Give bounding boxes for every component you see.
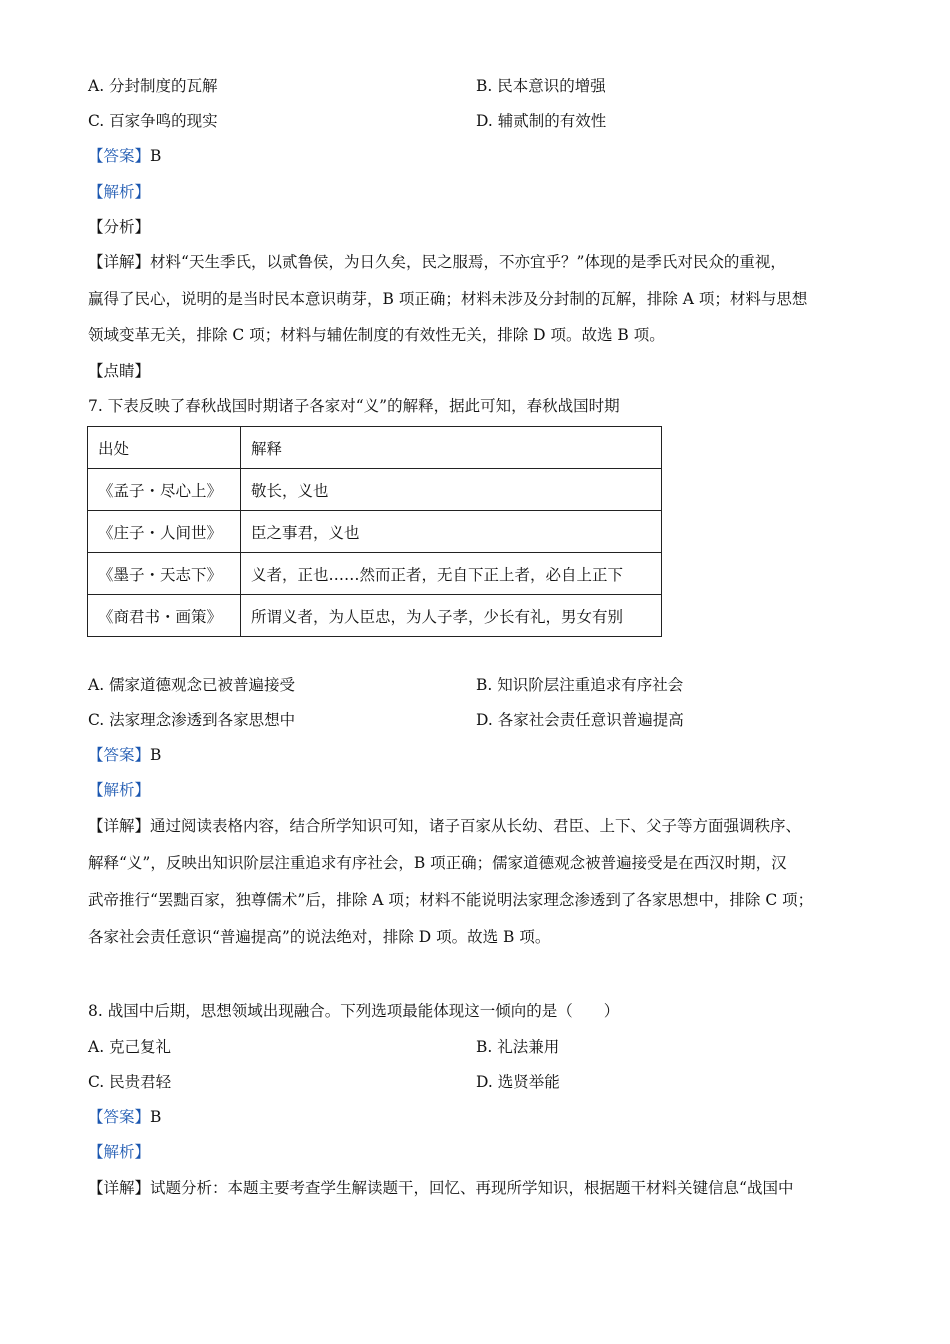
- answer-tag: 【答案】: [88, 1108, 151, 1126]
- q8-detail-line-1: [88, 1177, 793, 1199]
- detail-text: 试题分析：本题主要考查学生解读题干，回忆、再现所学知识，根据题干材料关键信息“战国中: [150, 1179, 794, 1197]
- q8-answer: [88, 1106, 161, 1128]
- q7-option-a: A. 儒家道德观念已被普遍接受: [88, 676, 296, 694]
- table-row: [88, 511, 662, 553]
- table-cell-source: 《墨子・天志下》: [88, 553, 241, 595]
- q7-stem: 7. 下表反映了春秋战国时期诸子各家对“义”的解释，据此可知，春秋战国时期: [88, 397, 620, 415]
- table-row: [88, 595, 662, 637]
- q7-option-d: D. 各家社会责任意识普遍提高: [476, 711, 684, 729]
- detail-tag: 【详解】: [88, 817, 151, 835]
- q7-table: [87, 426, 662, 637]
- q6-detail-line-2: 赢得了民心，说明的是当时民本意识萌芽，B 项正确；材料未涉及分封制的瓦解，排除 A 项；材料与思想: [88, 290, 808, 308]
- q8-option-a: A. 克己复礼: [88, 1038, 172, 1056]
- table-header-row: [88, 427, 662, 469]
- table-cell-source: 《孟子・尽心上》: [88, 469, 241, 511]
- table-header-source: 出处: [88, 427, 241, 469]
- q7-analysis-tag: 【解析】: [88, 781, 151, 799]
- table-header-explanation: 解释: [241, 427, 662, 469]
- q8-stem: 8. 战国中后期，思想领域出现融合。下列选项最能体现这一倾向的是（ ）: [88, 1002, 620, 1020]
- q8-analysis-tag: 【解析】: [88, 1143, 151, 1161]
- table-cell-explanation: 所谓义者，为人臣忠，为人子孝，少长有礼，男女有别: [241, 595, 662, 637]
- q6-dianjing-tag: 【点睛】: [88, 362, 151, 380]
- table-row: [88, 553, 662, 595]
- answer-value: B: [150, 1108, 162, 1126]
- q6-fenxi-tag: 【分析】: [88, 218, 151, 236]
- q6-analysis-tag: 【解析】: [88, 183, 151, 201]
- q7-detail-line-4: 各家社会责任意识“普遍提高”的说法绝对，排除 D 项。故选 B 项。: [88, 928, 551, 946]
- q6-option-d: D. 辅贰制的有效性: [476, 112, 607, 130]
- q7-option-c: C. 法家理念渗透到各家思想中: [88, 711, 296, 729]
- q8-option-c: C. 民贵君轻: [88, 1073, 172, 1091]
- q8-option-d: D. 选贤举能: [476, 1073, 560, 1091]
- answer-tag: 【答案】: [88, 746, 151, 764]
- q6-option-c: C. 百家争鸣的现实: [88, 112, 218, 130]
- table-cell-explanation: 义者，正也……然而正者，无自下正上者，必自上正下: [241, 553, 662, 595]
- q7-detail-line-1: [88, 815, 801, 837]
- q6-answer: [88, 145, 161, 167]
- table-cell-explanation: 臣之事君，义也: [241, 511, 662, 553]
- answer-value: B: [150, 147, 162, 165]
- table-cell-source: 《商君书・画策》: [88, 595, 241, 637]
- answer-tag: 【答案】: [88, 147, 151, 165]
- q7-option-b: B. 知识阶层注重追求有序社会: [476, 676, 684, 694]
- q8-option-b: B. 礼法兼用: [476, 1038, 560, 1056]
- table-cell-explanation: 敬长，义也: [241, 469, 662, 511]
- answer-value: B: [150, 746, 162, 764]
- q7-detail-line-3: 武帝推行“罢黜百家，独尊儒术”后，排除 A 项；材料不能说明法家理念渗透到了各家思想中，排除 C 项；: [88, 891, 814, 909]
- table-cell-source: 《庄子・人间世》: [88, 511, 241, 553]
- detail-text: 通过阅读表格内容，结合所学知识可知，诸子百家从长幼、君臣、上下、父子等方面强调秩序、: [150, 817, 802, 835]
- q7-detail-line-2: 解释“义”，反映出知识阶层注重追求有序社会，B 项正确；儒家道德观念被普遍接受是在西汉时期，汉: [88, 854, 787, 872]
- detail-tag: 【详解】: [88, 253, 151, 271]
- detail-text: 材料“天生季氏，以贰鲁侯，为日久矣，民之服焉，不亦宜乎？”体现的是季氏对民众的重视，: [150, 253, 786, 271]
- q6-detail-line-1: [88, 251, 786, 273]
- q6-detail-line-3: 领域变革无关，排除 C 项；材料与辅佐制度的有效性无关，排除 D 项。故选 B 项。: [88, 326, 665, 344]
- detail-tag: 【详解】: [88, 1179, 151, 1197]
- q6-option-b: B. 民本意识的增强: [476, 77, 606, 95]
- q6-option-a: A. 分封制度的瓦解: [88, 77, 218, 95]
- q7-answer: [88, 744, 161, 766]
- table-row: [88, 469, 662, 511]
